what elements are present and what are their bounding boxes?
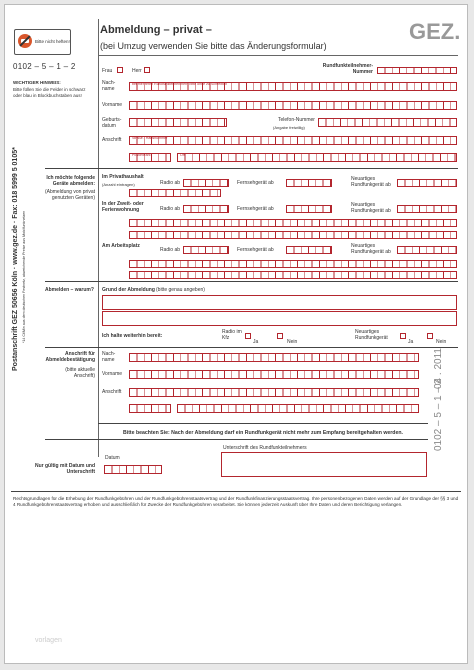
anschrift-label: Anschrift <box>102 137 122 143</box>
device-row-2-address[interactable] <box>129 219 457 227</box>
device-row-2-neu-field[interactable] <box>397 205 457 213</box>
section-divider-3 <box>45 347 458 348</box>
weiter-label: Ich halte weiterhin bereit: <box>102 333 163 339</box>
vorname-label: Vorname <box>102 102 123 108</box>
neu-label: Neuartiges Rundfunkgerät <box>355 329 388 341</box>
confirmation-vorname-field[interactable] <box>129 370 419 379</box>
device-row-3-neu-field[interactable] <box>397 246 457 254</box>
confirmation-strasse-field[interactable] <box>129 388 419 397</box>
device-row-2-tv: Fernsehgerät ab <box>237 206 274 212</box>
section-divider-5 <box>45 439 428 440</box>
datum-label: Datum <box>105 455 120 461</box>
devices-note: (Abmeldung von privat genutzten Geräten) <box>44 189 95 201</box>
device-row-1-label: Im Privathaushalt <box>102 174 144 180</box>
address-note-vertical: *14 Ct/Min aus dem deutschen Festnetz, abweichende Preise aus Mobilfunknetzen <box>22 210 26 343</box>
header-divider <box>98 55 458 56</box>
notice-text: Bitte beachten Sie: Nach der Abmeldung darf ein Rundfunkgerät nicht mehr zum Empfang bereitgehalten werden. <box>123 430 403 436</box>
device-row-1-neu: Neuartiges Rundfunkgerät ab <box>351 176 391 188</box>
form-code-vertical: 0102 – 5 – 1 – 2 <box>433 378 444 451</box>
grund-label: Grund der Abmeldung <box>102 287 155 293</box>
no-staple-stamp <box>14 29 71 55</box>
kfz-ja-checkbox[interactable] <box>245 333 251 339</box>
device-row-3-label: Am Arbeitsplatz <box>102 243 140 249</box>
device-row-3-city[interactable] <box>129 271 457 279</box>
unterschrift-field[interactable] <box>221 452 427 477</box>
kfz-nein-label: Nein <box>287 339 298 345</box>
confirmation-label: Anschrift für Abmeldebestätigung <box>45 351 95 363</box>
watermark: vorlagen <box>35 637 62 644</box>
device-row-2-radio-field[interactable] <box>183 205 229 213</box>
confirmation-anschrift-label: Anschrift <box>102 389 122 395</box>
device-row-2-neu: Neuartiges Rundfunkgerät ab <box>351 202 391 214</box>
device-row-1-tv: Fernsehgerät ab <box>237 180 274 186</box>
nachname-hint: bei mehreren Rundfunkteilnehmern bitte ohne zu Schreiben <box>132 82 228 86</box>
device-row-1-radio-field[interactable] <box>183 179 229 187</box>
signature-label: Nur gültig mit Datum und Unterschrift <box>35 463 95 475</box>
form-sheet <box>4 4 468 664</box>
address-vertical: Postanschrift GEZ 50656 Köln · www.gez.de · Fax: 018 5999 5 0105* <box>12 147 19 371</box>
page-title: Abmeldung – privat – <box>100 24 212 36</box>
herr-checkbox[interactable] <box>144 67 150 73</box>
frau-label: Frau <box>102 68 113 74</box>
strasse-hint: Straße / Hausnummer <box>132 136 168 140</box>
device-row-1-count[interactable] <box>129 189 221 197</box>
gez-logo: GEZ. <box>409 19 461 44</box>
confirmation-ort-field[interactable] <box>177 404 419 413</box>
kfz-nein-checkbox[interactable] <box>277 333 283 339</box>
neu-ja-checkbox[interactable] <box>400 333 406 339</box>
frau-checkbox[interactable] <box>117 67 123 73</box>
stamp-label: Bitte nicht heften! <box>35 39 70 44</box>
section-divider-2 <box>45 281 458 282</box>
form-code: 0102 – 5 – 1 – 2 <box>13 62 76 71</box>
section-divider-4 <box>98 423 428 424</box>
page-subtitle: (bei Umzug verwenden Sie bitte das Änderungsformular) <box>100 41 327 51</box>
kfz-radio-label: Radio im Kfz <box>222 329 242 341</box>
geburtsdatum-label: Geburts-datum <box>102 117 122 129</box>
device-row-1-neu-field[interactable] <box>397 179 457 187</box>
device-row-3-radio: Radio ab <box>160 247 181 253</box>
section-divider-1 <box>45 168 458 169</box>
device-row-2-label: In der Zweit- oder Ferienwohnung <box>102 201 144 213</box>
grund-field-1[interactable] <box>102 295 457 310</box>
grund-hint: (bitte genau angeben) <box>156 287 205 293</box>
telefon-field[interactable] <box>318 118 457 127</box>
reason-label: Abmelden – warum? <box>45 287 94 293</box>
teilnehmer-number-field[interactable] <box>377 67 457 74</box>
datum-field[interactable] <box>104 465 162 474</box>
date-code-vertical: 04 . 2011 <box>433 348 444 389</box>
telefon-label: Telefon-Nummer <box>278 117 315 123</box>
confirmation-plz-field[interactable] <box>129 404 171 413</box>
confirmation-vorname-label: Vorname <box>102 371 123 377</box>
vorname-field[interactable] <box>129 101 457 110</box>
footer-divider <box>11 491 461 492</box>
plz-hint: Postleitzahl <box>132 153 151 157</box>
neu-nein-checkbox[interactable] <box>427 333 433 339</box>
herr-label: Herr <box>132 68 142 74</box>
device-row-2-city[interactable] <box>129 231 457 239</box>
legal-text: Rechtsgrundlagen für die Erhebung der Rundfunkgebühren und der Rundfunkgebührenstaatsvertrag und der Rundfunkfinanzierungsstaatsvertrag. Ihre personenbezogenen Daten werden auf der Grundlage der §§ 3 und 4 Rundfunkgebührenstaatsvertrag erhoben und ausschließlich für Zwecke der Rundfunkgebühren verarbeitet. Sie können jederzeit Auskunft über Ihre Daten und deren Berichtigung verlangen. <box>13 496 459 507</box>
confirmation-note: (bitte aktuelle Anschrift) <box>65 367 95 379</box>
device-row-3-neu: Neuartiges Rundfunkgerät ab <box>351 243 391 255</box>
hint-title: WICHTIGER HINWEIS: <box>13 80 61 85</box>
confirmation-nachname-label: Nach-name <box>102 351 116 363</box>
confirmation-nachname-field[interactable] <box>129 353 419 362</box>
device-row-1-radio: Radio ab <box>160 180 181 186</box>
ort-hint: Ort <box>180 153 185 157</box>
device-row-2-tv-field[interactable] <box>286 205 332 213</box>
device-row-3-tv-field[interactable] <box>286 246 332 254</box>
strasse-field[interactable] <box>129 136 457 145</box>
device-row-3-radio-field[interactable] <box>183 246 229 254</box>
grund-field-2[interactable] <box>102 311 457 326</box>
device-row-1-sub: (Anzahl eintragen) <box>102 182 135 187</box>
left-column-divider <box>98 19 99 457</box>
kfz-ja-label: Ja <box>253 339 259 345</box>
no-staple-icon <box>18 34 32 48</box>
unterschrift-label: Unterschrift des Rundfunkteilnehmers <box>223 445 307 451</box>
neu-nein-label: Nein <box>436 339 447 345</box>
devices-label: Ich möchte folgende Geräte abmelden: <box>46 175 95 187</box>
teilnehmer-label: Rundfunkteilnehmer-Nummer <box>322 63 373 75</box>
geburtsdatum-field[interactable] <box>129 118 227 127</box>
device-row-2-radio: Radio ab <box>160 206 181 212</box>
hint-text: Bitte füllen Sie die Felder in schwarz oder blau in Blockbuchstaben aus! <box>13 87 86 98</box>
ort-field[interactable] <box>177 153 457 162</box>
nachname-label: Nach-name <box>102 80 116 92</box>
neu-ja-label: Ja <box>408 339 414 345</box>
device-row-3-tv: Fernsehgerät ab <box>237 247 274 253</box>
telefon-hint: (Angabe freiwillig) <box>273 125 305 130</box>
device-row-1-tv-field[interactable] <box>286 179 332 187</box>
device-row-3-address[interactable] <box>129 260 457 268</box>
